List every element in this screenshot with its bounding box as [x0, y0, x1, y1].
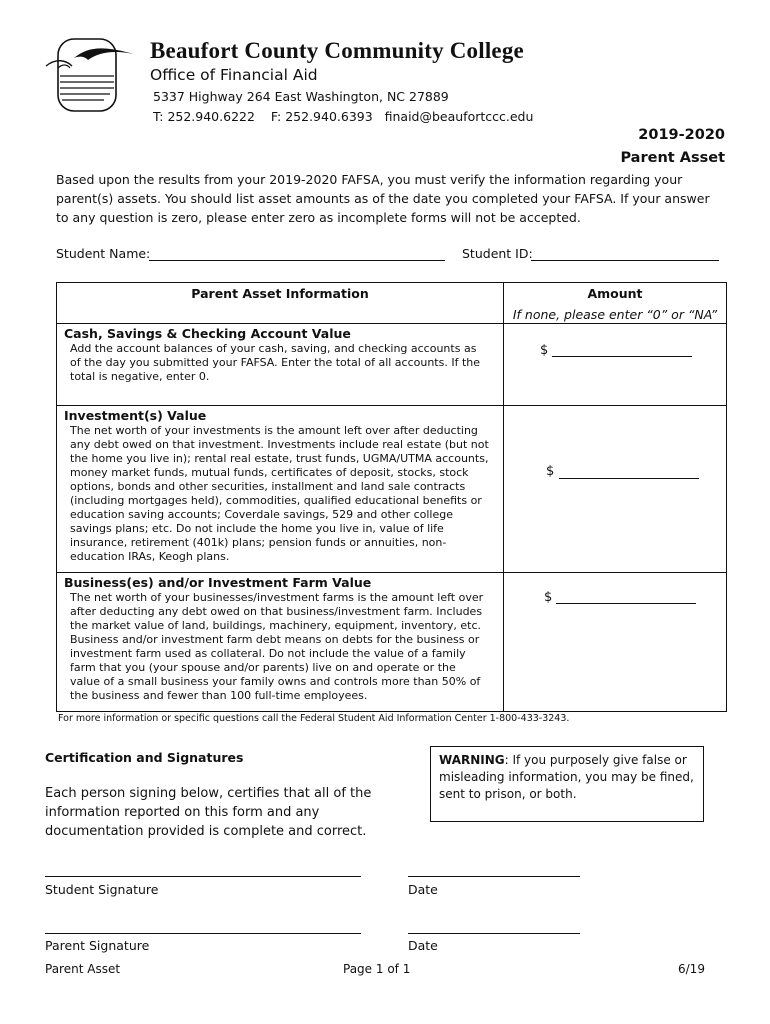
investment-amount-field[interactable] — [559, 478, 699, 479]
student-date-label: Date — [408, 882, 438, 897]
student-signature-line[interactable] — [45, 876, 361, 877]
warning-text: : If you purposely give false or misleading information, you may be fined, sent to prison, or both. — [439, 753, 694, 801]
investment-description: The net worth of your investments is the amount left over after deducting any debt owed on that investment. Investments include real estate (but not the home you live in); rental real estate, trust funds, UGMA/UTMA accounts, money market funds, mutual funds, certificates of deposit, stocks, stock options, bonds and other securities, installment and land sale contracts (including mortgages held), commodities, qualified educational benefits or education saving accounts; Coverdale savings, 529 and other college savings plans; etc. Do not include the home you live in, value of life insurance, retirement (401k) plans; pension funds or annuities, non-education IRAs, Keogh plans. — [70, 424, 489, 563]
student-name-field[interactable] — [149, 260, 445, 261]
student-id-field[interactable] — [531, 260, 719, 261]
amount-subheader: If none, please enter “0” or “NA” — [512, 307, 718, 322]
parent-date-line[interactable] — [408, 933, 580, 934]
student-signature-label: Student Signature — [45, 882, 159, 897]
parent-signature-line[interactable] — [45, 933, 361, 934]
footer-revision-date: 6/19 — [678, 962, 705, 976]
business-title: Business(es) and/or Investment Farm Value — [64, 575, 372, 590]
student-id-label: Student ID: — [462, 246, 533, 261]
footer-page-number: Page 1 of 1 — [343, 962, 411, 976]
business-dollar-sign: $ — [544, 590, 553, 605]
amount-header: Amount If none, please enter “0” or “NA” — [504, 283, 727, 324]
student-date-line[interactable] — [408, 876, 580, 877]
table-row — [57, 406, 727, 573]
college-logo — [44, 36, 136, 114]
business-amount-field[interactable] — [556, 603, 696, 604]
asset-info-header: Parent Asset Information — [57, 283, 504, 324]
warning-label: WARNING — [439, 753, 505, 767]
more-info-note: For more information or specific questions call the Federal Student Aid Information Center 1-800-433-3243. — [58, 713, 570, 724]
table-row — [57, 324, 727, 406]
student-name-label: Student Name: — [56, 246, 151, 261]
certification-text: Each person signing below, certifies that all of the information reported on this form and any documentation provided is complete and correct. — [45, 786, 372, 839]
asset-table — [56, 282, 727, 712]
college-address: 5337 Highway 264 East Washington, NC 27889 — [153, 89, 449, 104]
intro-paragraph: Based upon the results from your 2019-2020 FAFSA, you must verify the information regarding your parent(s) assets. You should list asset amounts as of the date you completed your FAFSA. If your answer to any question is zero, please enter zero as incomplete forms will not be accepted. — [56, 172, 710, 225]
warning-box — [430, 746, 704, 822]
college-name: Beaufort County Community College — [150, 38, 524, 63]
footer-form-name: Parent Asset — [45, 962, 121, 976]
investment-title: Investment(s) Value — [64, 408, 207, 423]
college-contact: T: 252.940.6222 F: 252.940.6393 finaid@beaufortccc.edu — [153, 109, 534, 124]
cash-dollar-sign: $ — [540, 343, 549, 358]
business-description: The net worth of your businesses/investment farms is the amount left over after deducting any debt owed on that business/investment farm. Includes the market value of land, buildings, machinery, equipment, inventory, etc. Business and/or investment farm debt means on debts for the business or investment farm used as collateral. Do not include the value of a family farm that you (your spouse and/or parents) live on and operate or the value of a small business your family owns and controls more than 50% of the business and fewer than 100 full-time employees. — [70, 591, 484, 702]
cash-title: Cash, Savings & Checking Account Value — [64, 326, 351, 341]
form-title: Parent Asset — [620, 150, 725, 166]
parent-date-label: Date — [408, 938, 438, 953]
aid-year: 2019-2020 — [638, 127, 725, 143]
cash-amount-field[interactable] — [552, 356, 692, 357]
parent-signature-label: Parent Signature — [45, 938, 150, 953]
certification-heading: Certification and Signatures — [45, 750, 244, 765]
table-row — [57, 573, 727, 712]
cash-description: Add the account balances of your cash, saving, and checking accounts as of the day you submitted your FAFSA. Enter the total of all accounts. If the total is negative, enter 0. — [70, 342, 481, 383]
office-name: Office of Financial Aid — [150, 66, 318, 84]
investment-dollar-sign: $ — [546, 464, 555, 479]
